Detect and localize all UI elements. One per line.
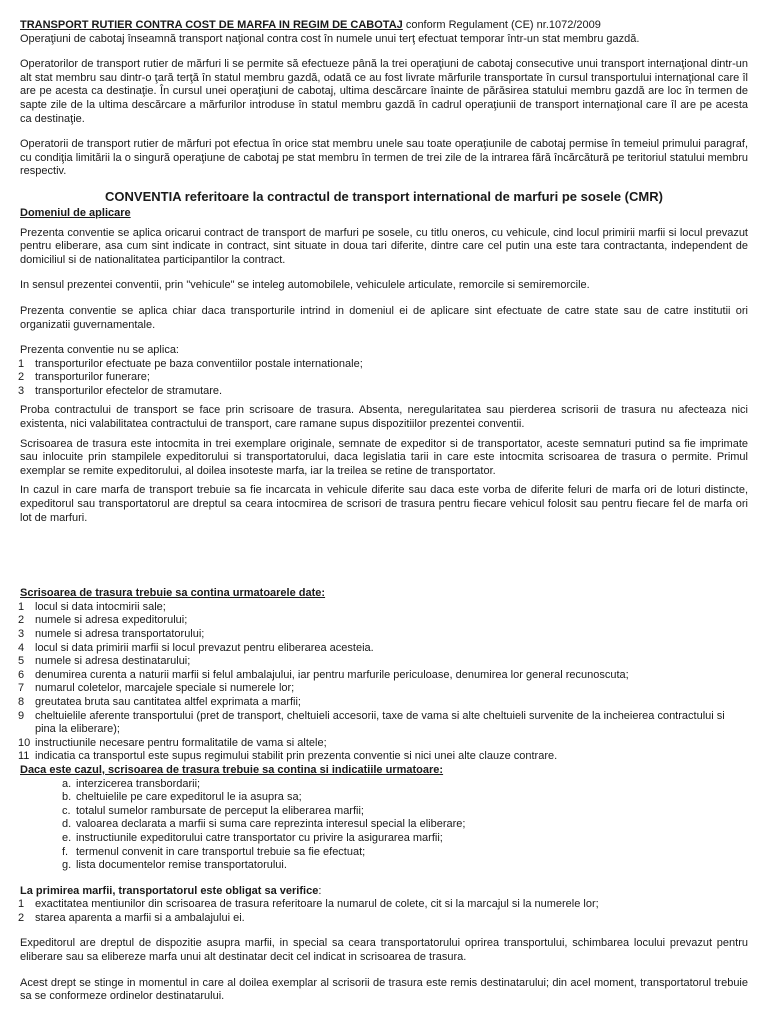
- list-item: 6 denumirea curenta a naturii marfii si felul ambalajului, iar pentru marfurile periculoase, denumirea lor general recunoscuta;: [18, 668, 629, 681]
- consignment-list: [20, 601, 748, 764]
- extinction-paragraph: Acest drept se stinge in momentul in care al doilea exemplar al scrisorii de trasura este remis destinatarului; din acel moment, transportatorul trebuie sa se conformeze ordinelor destinatarului.: [20, 976, 748, 1003]
- scope-heading: Domeniul de aplicare: [20, 206, 131, 219]
- cabotage-definition: Operaţiuni de cabotaj înseamnă transport naţional contra cost în numele unui terţ efectuat temporar într-un stat membru gazdă.: [20, 32, 640, 45]
- list-item: a. interzicerea transbordarii;: [62, 777, 201, 790]
- cmr-paragraph-1: Prezenta conventie se aplica oricarui contract de transport de marfuri pe sosele, cu titlu oneros, cu vehicule, cind locul primirii marfii si locul prevazut pentru eliberare, asa cum sint indicate in contract, sint situate in doua tari diferite, dintre care cel putin una este tara contractanta, independent de domiciliul si de nationalitatea participantilor la contract.: [20, 226, 748, 266]
- verification-heading: La primirea marfii, transportatorul este obligat sa verifice: [20, 884, 319, 897]
- list-item: 1 locul si data intocmirii sale;: [18, 600, 166, 613]
- list-item: 2 transporturilor funerare;: [18, 371, 150, 384]
- list-item: 9 cheltuielile aferente transportului (pret de transport, cheltuieli accesorii, taxe de vama si alte cheltuieli survenite de la incheierea contractului si pina la eliberare);: [18, 709, 725, 736]
- list-item: 10 instructiunile necesare pentru formalitatile de vama si altele;: [18, 736, 327, 749]
- verification-list: [20, 898, 748, 925]
- list-item: c. totalul sumelor rambursate de perceput la eliberarea marfii;: [62, 804, 364, 817]
- cmr-paragraph-4: Proba contractului de transport se face prin scrisoare de trasura. Absenta, neregularitatea sau pierderea scrisorii de trasura nu afecteaza nici existenta, nici valabilitatea contractului de transport, care ramane supus dispozitiilor prezentei conventii.: [20, 404, 748, 431]
- cabotage-paragraph-3: Operatorii de transport rutier de mărfuri pot efectua în orice stat membru unele sau toate operaţiunile de cabotaj permise în temeiul primului paragraf, cu condiţia limitării la o singură operaţiune de cabotaj pe stat membru în termen de trei zile de la intrarea fără încărcătură pe teritoriul statului membru respectiv.: [20, 138, 748, 178]
- cabotage-title: TRANSPORT RUTIER CONTRA COST DE MARFA IN REGIM DE CABOTAJ: [20, 19, 403, 31]
- optional-list: [20, 778, 748, 873]
- cmr-paragraph-5: Scrisoarea de trasura este intocmita in trei exemplare originale, semnate de expeditor si de transportator, aceste semnaturi putind sa fie imprimate sau inlocuite prin stampilele expeditorului si transportatorului, daca legislatia tarii in care este intocmita scrisoarea de trasura o permite. Primul exemplar se remite expeditorului, al doilea insoteste marfa, iar la treilea se retine de transportator.: [20, 437, 748, 477]
- consignment-heading: Scrisoarea de trasura trebuie sa contina urmatoarele date:: [20, 587, 326, 600]
- disposal-paragraph: Expeditorul are dreptul de dispozitie asupra marfii, in special sa ceara transportatorului oprirea transportului, schimbarea locului prevazut pentru eliberare sau sa elibereze marfa unui alt destinatar decit cel indicat in scrisoarea de trasura.: [20, 937, 748, 964]
- list-item: e. instructiunile expeditorului catre transportator cu privire la asigurarea marfii;: [62, 831, 443, 844]
- list-item: 3 transporturilor efectelor de stramutare.: [18, 384, 223, 397]
- list-item: 5 numele si adresa destinatarului;: [18, 655, 191, 668]
- cabotage-paragraph-2: Operatorilor de transport rutier de mărfuri li se permite să efectueze până la trei operaţiuni de cabotaj consecutive unui transport internaţional dintr-un alt stat membru sau dintr-o ţară terţă în statul membru gazdă, odată ce au fost livrate mărfurile transportate în cursul transportului internaţional care îl are pe acesta ca destinaţie. În cursul unei operaţiuni de cabotaj, ultima descărcare înainte de părăsirea statului membru gazdă are loc în termen de sapte zile de la ultima descărcare a mărfurilor introduse în statul membru gazdă în cadrul operaţiunii de transport internaţional care îl are pe acesta ca destinaţie.: [20, 58, 748, 125]
- exclusion-list: [20, 358, 748, 399]
- list-item: 4 locul si data primirii marfii si locul prevazut pentru eliberarea acesteia.: [18, 641, 374, 654]
- list-item: 11 indicatia ca transportul este supus regimului stabilit prin prezenta conventie si nici unei alte clauze contrare.: [18, 750, 558, 763]
- cmr-title: CONVENTIA referitoare la contractul de transport international de marfuri pe sosele (CMR): [105, 188, 663, 204]
- list-item: b. cheltuielile pe care expeditorul le ia asupra sa;: [62, 791, 302, 804]
- list-item: 2 numele si adresa expeditorului;: [18, 614, 188, 627]
- list-item: d. valoarea declarata a marfii si suma care reprezinta interesul special la eliberare;: [62, 818, 466, 831]
- cabotage-title-line: [20, 19, 748, 33]
- document-body: [20, 19, 748, 1004]
- cabotage-title-suffix: conform Regulament (CE) nr.1072/2009: [402, 19, 601, 31]
- list-item: 1 exactitatea mentiunilor din scrisoarea de trasura referitoare la numarul de colete, cit si la marcajul si la numerele lor;: [18, 898, 599, 911]
- list-item: 7 numarul coletelor, marcajele speciale si numerele lor;: [18, 682, 295, 695]
- optional-heading: Daca este cazul, scrisoarea de trasura trebuie sa contina si indicatiile urmatoare:: [20, 763, 444, 776]
- list-item: f. termenul convenit in care transportul trebuie sa fie efectuat;: [62, 845, 366, 858]
- cmr-paragraph-2: In sensul prezentei conventii, prin "vehicule" se inteleg automobilele, vehiculele articulate, remorcile si semiremorcile.: [20, 279, 590, 292]
- list-item: g. lista documentelor remise transportatorului.: [62, 859, 287, 872]
- verification-heading-line: La primirea marfii, transportatorul este obligat sa verifice:: [20, 884, 322, 897]
- list-item: 8 greutatea bruta sau cantitatea altfel exprimata a marfii;: [18, 695, 301, 708]
- list-item: 1 transporturilor efectuate pe baza conventiilor postale internationale;: [18, 357, 363, 370]
- list-item: 3 numele si adresa transportatorului;: [18, 628, 205, 640]
- cmr-paragraph-6: In cazul in care marfa de transport trebuie sa fie incarcata in vehicule diferite sau daca este vorba de diferite feluri de marfa ori de loturi distincte, expeditorul sau transportatorul are dreptul sa ceara intocmirea de scrisori de trasura pentru fiecare vehicul folosit sau pentru fiecare fel de marfa ori lot de marfuri.: [20, 484, 748, 524]
- cmr-paragraph-3: Prezenta conventie se aplica chiar daca transporturile intrind in domeniul ei de aplicare sint efectuate de catre state sau de catre institutii ori organizatii guvernamentale.: [20, 304, 748, 331]
- list-item: 2 starea aparenta a marfii si a ambalajului ei.: [18, 911, 245, 924]
- exclusion-intro: Prezenta conventie nu se aplica:: [20, 344, 179, 357]
